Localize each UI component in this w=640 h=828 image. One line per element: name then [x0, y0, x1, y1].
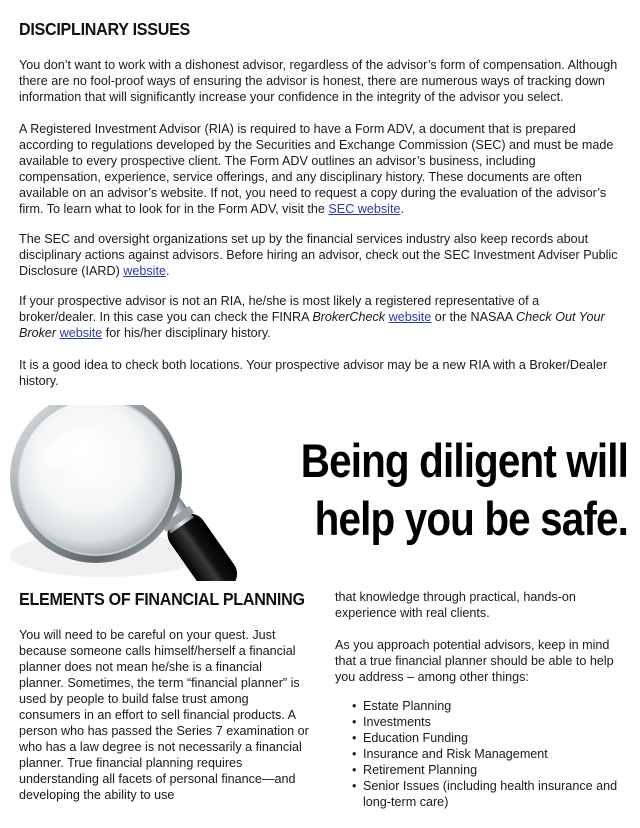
list-item-label: Retirement Planning [363, 763, 478, 777]
bullet-icon: • [352, 779, 357, 793]
section-title-disciplinary-issues: DISCIPLINARY ISSUES [19, 19, 191, 39]
list-item-label: Senior Issues (including health insurance and long-term care) [363, 779, 618, 809]
list-item-label: Insurance and Risk Management [363, 747, 548, 761]
list-item-label: Estate Planning [363, 699, 452, 713]
paragraph-broker-dealer [19, 293, 619, 341]
paragraph-true-financial-planner: As you approach potential advisors, keep in mind that a true financial planner should be able to help you address – among other things: [335, 638, 614, 684]
magnifying-glass-illustration [0, 405, 248, 581]
paragraph-broker-dealer-e: for his/her disciplinary history. [102, 326, 271, 340]
paragraph-form-adv-end: . [400, 202, 404, 216]
paragraph-hands-on-experience: that knowledge through practical, hands-on experience with real clients. [335, 590, 576, 620]
list-item-label: Education Funding [363, 731, 469, 745]
paragraph-check-both: It is a good idea to check both locations. Your prospective advisor may be a new RIA with a Broker/Dealer history. [19, 358, 608, 388]
list-item-label: Investments [363, 715, 431, 729]
paragraph-dishonest-advisor: You don’t want to work with a dishonest advisor, regardless of the advisor’s form of compensation. Although there are no fool-proof ways of ensuring the advisor is honest, there are numerous ways of tracking down information that will significantly increase your confidence in the integrity of the advisor you select. [19, 58, 618, 104]
paragraph-iard [19, 231, 619, 279]
paragraph-iard-text: The SEC and oversight organizations set up by the financial services industry also keep records about disciplinary actions against advisors. Before hiring an advisor, check out the SEC Investment Adviser Public Disclosure (IARD) [19, 232, 618, 278]
list-item [352, 762, 622, 778]
section-title-elements-of-financial-planning: ELEMENTS OF FINANCIAL PLANNING [19, 589, 305, 609]
bullet-icon: • [352, 747, 357, 761]
callout-line-2: help you be safe. [314, 492, 628, 545]
paragraph-broker-dealer-a: If your prospective advisor is not an RIA, he/she is most likely a registered representative of a broker/dealer. In this case you can check the FINRA [19, 294, 540, 324]
paragraph-broker-dealer-c: or the NASAA [431, 310, 517, 324]
bullet-icon: • [352, 763, 357, 777]
list-item [352, 730, 622, 746]
iard-website-link[interactable]: website [123, 264, 166, 278]
bullet-icon: • [352, 699, 357, 713]
bullet-icon: • [352, 731, 357, 745]
planning-topics-list [352, 698, 622, 810]
check-out-your-broker-name: Check Out Your Broker [19, 310, 605, 340]
paragraph-careful-quest: You will need to be careful on your quest. Just because someone calls himself/herself a financial planner does not mean he/she is a financial planner. Sometimes, the term “financial planner” is used by people to build false trust among consumers in an effort to sell financial products. A person who has passed the Series 7 examination or who has a law degree is not necessarily a financial planner. True financial planning requires understanding all facets of personal finance—and developing the ability to use [19, 628, 309, 802]
finra-website-link[interactable]: website [388, 310, 432, 324]
list-item [352, 698, 622, 714]
list-item [352, 746, 622, 762]
sec-website-link[interactable]: SEC website [328, 202, 401, 216]
magnifying-glass-icon [0, 405, 248, 581]
list-item [352, 778, 622, 810]
paragraph-iard-end: . [165, 264, 170, 278]
paragraph-form-adv [19, 121, 619, 217]
paragraph-form-adv-text: A Registered Investment Advisor (RIA) is required to have a Form ADV, a document that is prepared according to regulations developed by the Securities and Exchange Commission (SEC) and must be made available to every prospective client. The Form ADV outlines an advisor’s business, including compensation, experience, service offerings, and any disciplinary history. These documents are often available on an advisor’s website. If not, you need to request a copy during the evaluation of the advisor’s firm. To learn what to look for in the Form ADV, visit the [19, 122, 614, 216]
brokercheck-name: BrokerCheck [312, 310, 386, 324]
bullet-icon: • [352, 715, 357, 729]
callout-headline [287, 432, 628, 548]
list-item [352, 714, 622, 730]
callout-line-1: Being diligent will [300, 434, 628, 487]
nasaa-website-link[interactable]: website [59, 326, 103, 340]
